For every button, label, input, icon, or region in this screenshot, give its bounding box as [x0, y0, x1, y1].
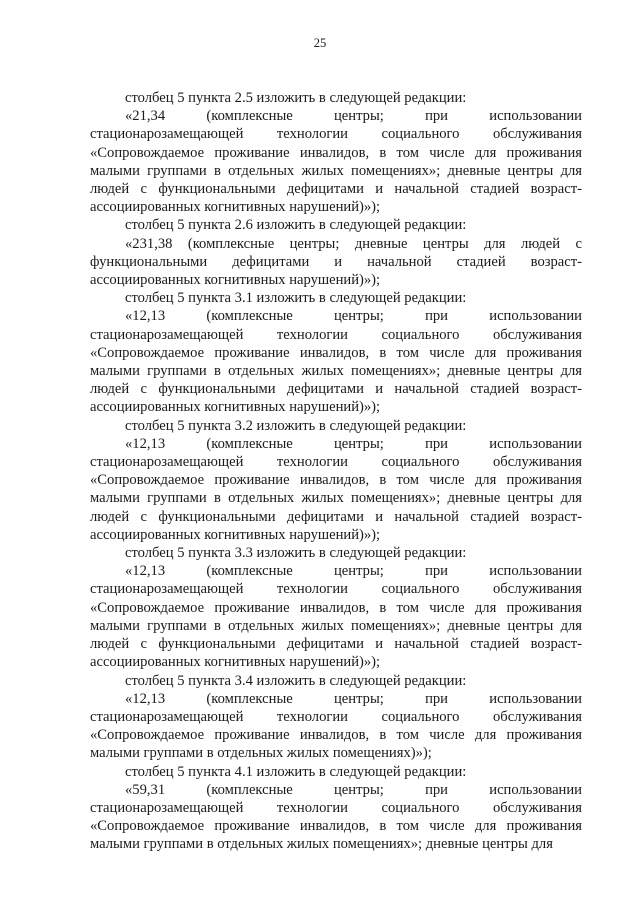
- paragraph-instruction-2-6: столбец 5 пункта 2.6 изложить в следующей редакции:: [125, 217, 467, 234]
- paragraph-value-3-4: «12,13 (комплексные центры; при использовании стационарозамещающей технологии социального обслуживания «Сопровождаемое проживание инвалидов, в том числе для проживания малыми группами в отдельных жилых помещениях)»);: [90, 690, 582, 762]
- paragraph-instruction-3-1: столбец 5 пункта 3.1 изложить в следующей редакции:: [125, 290, 467, 307]
- paragraph-value-3-2: «12,13 (комплексные центры; при использовании стационарозамещающей технологии социального обслуживания «Сопровождаемое проживание инвалидов, в том числе для проживания малыми группами в отдельных жилых помещениях»; дневные центры для людей с функциональными дефицитами и начальной стадией возраст-ассоциированных когнитивных нарушений)»);: [90, 435, 582, 543]
- paragraph-value-3-3: «12,13 (комплексные центры; при использовании стационарозамещающей технологии социального обслуживания «Сопровождаемое проживание инвалидов, в том числе для проживания малыми группами в отдельных жилых помещениях»; дневные центры для людей с функциональными дефицитами и начальной стадией возраст-ассоциированных когнитивных нарушений)»);: [90, 563, 582, 671]
- paragraph-value-2-5: «21,34 (комплексные центры; при использовании стационарозамещающей технологии социального обслуживания «Сопровождаемое проживание инвалидов, в том числе для проживания малыми группами в отдельных жилых помещениях»; дневные центры для людей с функциональными дефицитами и начальной стадией возраст-ассоциированных когнитивных нарушений)»);: [90, 108, 582, 216]
- paragraph-instruction-3-2: столбец 5 пункта 3.2 изложить в следующей редакции:: [125, 417, 467, 434]
- document-body: [90, 89, 582, 854]
- paragraph-instruction-3-4: столбец 5 пункта 3.4 изложить в следующей редакции:: [125, 672, 467, 689]
- paragraph-instruction-3-3: столбец 5 пункта 3.3 изложить в следующей редакции:: [125, 545, 467, 562]
- page-number: 25: [313, 36, 327, 50]
- paragraph-value-3-1: «12,13 (комплексные центры; при использовании стационарозамещающей технологии социального обслуживания «Сопровождаемое проживание инвалидов, в том числе для проживания малыми группами в отдельных жилых помещениях»; дневные центры для людей с функциональными дефицитами и начальной стадией возраст-ассоциированных когнитивных нарушений)»);: [90, 308, 582, 416]
- paragraph-value-4-1: «59,31 (комплексные центры; при использовании стационарозамещающей технологии социального обслуживания «Сопровождаемое проживание инвалидов, в том числе для проживания малыми группами в отдельных жилых помещениях»; дневные центры для: [90, 781, 582, 853]
- paragraph-instruction-2-5: столбец 5 пункта 2.5 изложить в следующей редакции:: [125, 90, 467, 106]
- paragraph-value-2-6: «231,38 (комплексные центры; дневные центры для людей с функциональными дефицитами и начальной стадией возраст-ассоциированных когнитивных нарушений)»);: [90, 235, 582, 289]
- paragraph-instruction-4-1: столбец 5 пункта 4.1 изложить в следующей редакции:: [125, 763, 467, 780]
